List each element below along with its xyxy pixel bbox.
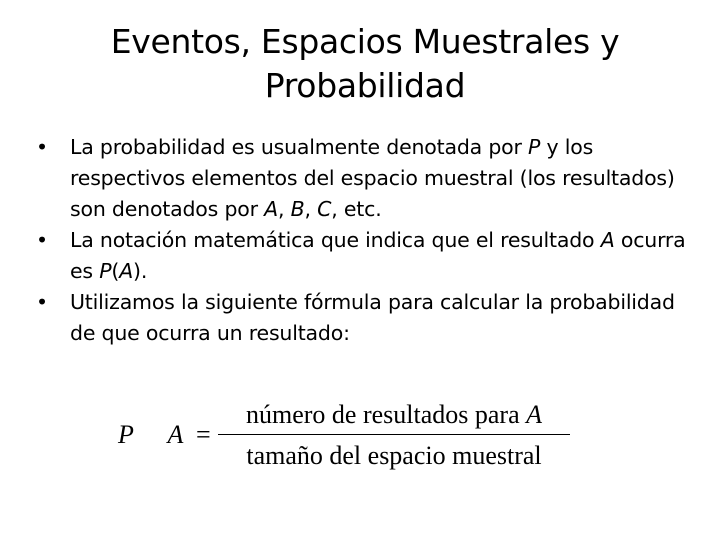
fraction-bar — [218, 434, 570, 435]
bullet-item-1 — [30, 132, 700, 225]
numerator-var: A — [526, 400, 542, 429]
slide-title-line-2: Probabilidad — [264, 66, 466, 105]
numerator-text: número de resultados para — [245, 400, 527, 429]
bullet-3-text: Utilizamos la siguiente fórmula para calcular la probabilidad de que ocurra un resultado: — [70, 290, 675, 345]
bullet-list — [30, 132, 700, 349]
formula-equals: = — [196, 420, 211, 449]
bullet-2-paren-open: ( — [111, 259, 120, 283]
probability-formula — [118, 398, 588, 478]
formula-lhs: P A — [118, 420, 198, 449]
bullet-1-text-b: y los respectivos elementos del espacio muestral (los resultados) son denotados por — [70, 135, 675, 221]
bullet-1-var-b: B — [290, 197, 305, 221]
bullet-2-text-a: La notación matemática que indica que el resultado — [70, 228, 601, 252]
formula-numerator — [218, 398, 570, 432]
bullet-2-var-p: P — [99, 259, 112, 283]
bullet-2-text-b: ocurra es — [70, 228, 686, 283]
bullet-2-paren-close: ). — [133, 259, 148, 283]
bullet-item-3 — [30, 287, 700, 349]
bullet-1-sep-1: , — [277, 197, 291, 221]
slide-title — [60, 20, 670, 108]
bullet-1-var-a: A — [264, 197, 278, 221]
bullet-2-var-a2: A — [119, 259, 134, 283]
bullet-1-sep-2: , — [304, 197, 318, 221]
bullet-1-text-a: La probabilidad es usualmente denotada por — [70, 135, 529, 159]
bullet-2-var-a: A — [600, 228, 615, 252]
bullet-1-var-c: C — [317, 197, 332, 221]
formula-denominator: tamaño del espacio muestral — [246, 441, 542, 470]
formula-fraction — [218, 398, 570, 473]
slide-title-line-1: Eventos, Espacios Muestrales y — [110, 22, 620, 61]
bullet-1-text-end: , etc. — [331, 197, 382, 221]
bullet-item-2 — [30, 225, 700, 287]
bullet-1-var-p: P — [528, 135, 541, 159]
